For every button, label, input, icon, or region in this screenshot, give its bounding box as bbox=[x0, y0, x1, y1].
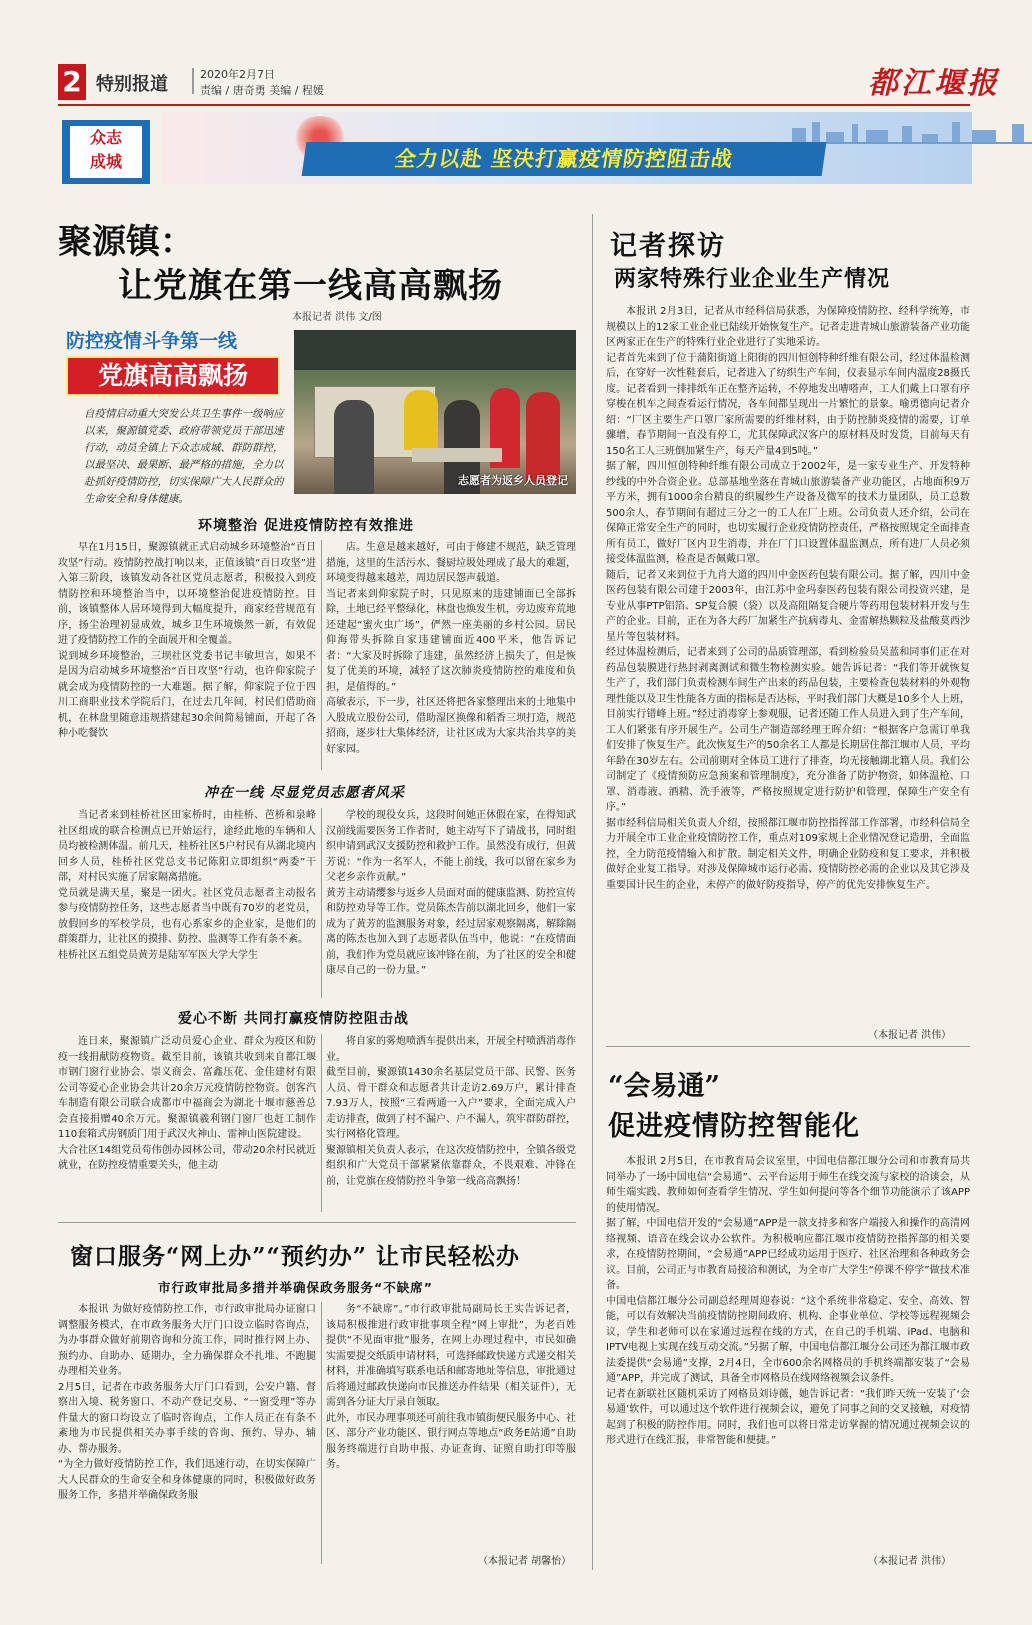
section2-col2: 学校的现役女兵，这段时间她正休假在家，在得知武汉前线需要医务工作者时，她主动写下了请战书，同时组织申请到武汉支援防控和救护工作。虽然没有成行，但黄芳说：“作为一名军人，不能上前线，我可以留在家乡为父老乡亲作贡献。” 黄芳主动请缨参与返乡人员面对面的健康监测、防控宣传和防控劝导等工作。党员陈杰告前以湖北回乡，他们一家成为了黄芳的监测服务对象，经过居家观察隔离，解除隔离的陈杰也加入到了志愿者队伍当中，他说：“在疫情面前，我们作为党员就应该冲锋在前，为了社区的安全和健康尽自己的一份力量。” bbox=[326, 810, 576, 976]
city-skyline-graphic bbox=[782, 122, 1032, 144]
column-rule bbox=[321, 808, 322, 998]
promo-line1: 防控疫情斗争第一线 bbox=[66, 330, 238, 352]
promo-box bbox=[66, 326, 280, 394]
right-story1-title: 两家特殊行业企业生产情况 bbox=[614, 266, 891, 292]
section-head-3: 爱心不断 共同打赢疫情防控阻击战 bbox=[178, 1011, 409, 1027]
person-shape bbox=[404, 390, 438, 450]
masthead-rule bbox=[58, 104, 970, 106]
person-shape bbox=[526, 392, 560, 482]
promo-line2: 党旗高高飘扬 bbox=[66, 356, 280, 396]
section3-col1: 连日来，聚源镇广泛动员爱心企业、群众为疫区和防疫一线捐献防疫物资。截至目前，该镇共收到来自都江堰市钢门窗行业协会、崇义商会、富鑫压花、金佳建材有限公司等爱心企业协会共计20余万元疫情防控物资。创客汽车制造有限公司联合成都市中福商会为湖北十堰市慈善总会直接捐赠40余万元。聚源镇羲利钢门窗厂也赶工制作110套箱式房钢质门用于武汉火神山、雷神山医院建设。 大合社区14组党员苟伟创办园林公司，带动20余村民就近就业，在防控疫情重要关头，他主动 bbox=[58, 1036, 316, 1171]
window-story-title: 窗口服务“网上办”“预约办” 让市民轻松办 bbox=[70, 1243, 520, 1270]
right-story1-body: 本报讯 2月3日，记者从市经科信局获悉，为保障疫情防控、经科学统筹，市规模以上的12家工业企业已陆续开始恢复生产。记者走进青城山旅游装备产业功能区两家正在生产的特殊行业企业进行了实地采访。 记者首先来到了位于蒲阳街道上阳街的四川恒创特种纤维有限公司，经过体温检测后，在穿好一次性鞋套后，记者进入了纺织生产车间，仪表显示车间内温度28摄氏度。记者看到一排排纸车正在整齐运转，不停地发出嘈嗒声，工人们戴上口罩有序穿梭在机车之间查看运行情况，各车间都呈现出一片繁忙的景象。喻勇德向记者介绍：“厂区主要生产口罩厂家所需要的纤维材料，由于防控肺炎疫情的需要，订单骤增，春节期间一直没有停工，尤其保障武汉客户的原材料及时发货，目前每天有150名工人三班倒加紧生产，每天产量4到5吨。” 据了解，四川恒创特种纤维有限公司成立于2002年，是一家专业生产、开发特种纱线的中外合资企业。总部基地坐落在青城山旅游装备产业功能区，占地面积9万平方米，拥有1000余台精良的织履纱生产设备及微军的技术力量团队，员工总数500余人，春节期间有超过三分之一的工人在厂上班。公司负责人还介绍，公司在保障正常安全生产的同时，也切实履行企业疫情防控责任，严格按照规定全面排查所有员工，做好厂区内卫生消毒，并在厂门口设置体温监测点，所有进厂人员必须接受体温监测，检查是否佩戴口罩。 随后，记者又来到位于九肖大道的四川中金医药包装有限公司。据了解，四川中金医药包装有限公司建于2003年，由江苏中金玛泰医药包装有限公司投资兴建，是专业从事PTP铝箔、SP复合膜（袋）以及高阻隔复合硬片等药用包装材料开发与生产的企业。目前，正在为各大药厂加紧生产抗病毒丸、金雷解热颗粒及盐酸莫西沙星片等包装材料。 经过体温检测后，记者来到了公司的品质管理部，看到检验员吴蓝和同事们正在对药品包装膜进行热封剥离测试和微生物检测实验。她告诉记者：“我们等开就恢复生产了，我们部门负责检测车间生产出来的药品包装，主要检查包装材料的外观物理性能以及卫生性能各方面的指标是否达标，平时我们部门大概是10多个人上班，目前实行错峰上班。”经过消毒穿上参观服，记者还随工作人员进入到了生产车间，工人们紧张有序开展生产。公司生产制造部经理王晖介绍：“根据客户急需订单我们安排了恢复生产。此次恢复生产的50余名工人都是长期居住都江堰市人员，平均年龄在30岁左右。公司前期对全体员工进行了排查，均无接触湖北籍人员。我们公司制定了《疫情预防应急预案和管理制度》，充分准备了防护物资，如体温枪、口罩、消毒液、酒精、洗手液等，严格按照规定进行防护和管理，保障生产安全有序。” 据市经科信局相关负责人介绍，按照都江堰市防控指挥部工作部署，市经科信局全力开展全市工业企业疫情防控工作，重点对109家规上企业情况登记造册，全面监控，全力防范疫情输入和扩散。制定相关文件，明确企业防疫和复工要求，并积极做好企业复工指导。对涉及保障城市运行必需、疫情防控必需的企业以及其它涉及重要国计民生的企业，未停产的做好防疫指导，停产的优先安排恢复生产。 bbox=[606, 306, 970, 891]
editors-line: 责编 / 唐奇勇 美编 / 程媛 bbox=[200, 84, 324, 97]
column-rule bbox=[321, 1302, 322, 1564]
right-story2-title1: “会易通” bbox=[608, 1071, 721, 1102]
banner-slogan: 全力以赴 坚决打赢疫情防控阻击战 bbox=[302, 142, 827, 176]
page-column-rule bbox=[592, 214, 593, 1570]
lead-byline: 本报记者 洪伟 文/图 bbox=[292, 312, 382, 323]
special-banner bbox=[62, 112, 972, 184]
right-story1-kicker: 记者探访 bbox=[610, 231, 726, 262]
section1-col1: 早在1月15日，聚源镇就正式启动城乡环境整治“百日攻坚”行动。疫情防控战打响以来，正值该镇“百日攻坚”进入第三阶段，该镇发动各社区党员志愿者，积极投入到疫情防控和环境整治当中，以环境整治促进疫情防控。目前，该镇整体人居环境得到大幅度提升，商家经营规范有序，扬尘治理初显成效，城乡卫生环境焕然一新，有效促进了疫情防控工作的全面展开和全覆盖。 说到城乡环境整治，三坝社区党委书记丰敏坦言，如果不是因为启动城乡环境整治“百日攻坚”行动，也许仰家院子就会成为疫情防控的一大难题。据了解，仰家院子位于四川工商职业技术学院后门，在过去几年间，村民们借助商机，在林盘里随意违规搭建起30余间简易铺面，开起了各种小吃餐饮 bbox=[58, 542, 316, 739]
right-story2-body: 本报讯 2月5日，在市教育局会议室里，中国电信都江堰分公司和市教育局共同举办了一场中国电信“会易通”、云平台运用于师生在线交流与家校的洽谈会，从师生端实践、教师如何查看学生情况、学生如何提问等各个细节功能演示了该APP的使用情况。 据了解，中国电信开发的“会易通”APP是一款支持多和客户端接入和操作的高清网络视频、语音在线会议办公软件。为积极响应都江堰市疫情防控指挥部的相关要求，在疫情防控期间，“会易通”APP已经成功运用于医疗、社区治理和各种政务会议。目前，公司正与市教育局接洽和测试，为全市广大学生“停课不停学”做技术准备。 中国电信都江堰分公司副总经理周迎春说：“这个系统非常稳定、安全、高效、智能，可以有效解决当前疫情防控期间政府、机构、企事业单位、学校等远程视频会议，学生和老师可以在家通过远程在线的方式，在自己的手机端、iPad、电脑和IPTV电视上实现在线互动交流。”另据了解，中国电信都江堰分公司还为都江堰市政法委提供“会易通”支撑，2月4日，全市600余名网格员的手机终端都安装了“会易通”APP，并完成了测试，具备全市网格员在线网络视频会议条件。 记者在新联社区随机采访了网格员刘诗薇，她告诉记者：“我们昨天统一安装了‘会易通’软件，可以通过这个软件进行视频会议，避免了同事之间的交叉接触，对疫情起到了积极的防控作用。同时，我们也可以将日常走访掌握的情况通过视频会议的形式进行在线汇报，非常智能和便捷。” bbox=[606, 1156, 970, 1446]
column-rule bbox=[321, 1034, 322, 1212]
window-col1: 本报讯 为做好疫情防控工作，市行政审批局办证窗口调整服务模式，在市政务服务大厅门口设立临时咨询点，为办事群众做好前期咨询和分流工作，同时推行网上办、预约办、自助办、延期办，全力确保群众不扎堆、不跑腿办理相关业务。 2月5日，记者在市政务服务大厅门口看到，公安户籍、督察出入境、税务窗口、不动产登记交易、“一窗受理”等办件量大的窗口均设立了临时咨询点，工作人员正在有条不紊地为市民提供相关办事手续的咨询、预约、导办、辅办、帮办服务。 “为全力做好疫情防控工作，我们迅速行动，在切实保障广大人民群众的生命安全和身体健康的同时，积极做好政务服务工作，多措并举确保政务服 bbox=[58, 1304, 316, 1501]
issue-date: 2020年2月7日 bbox=[200, 68, 275, 81]
column-label-box bbox=[62, 120, 150, 184]
right-story1-credit: （本报记者 洪伟） bbox=[868, 1030, 952, 1041]
window-col2: 务“不缺席”。”市行政审批局副局长王实告诉记者，该局积极推进行政审批事项全程“网上审批”，为老百姓提供“不见面审批”服务，在网上办理过程中，市民如确实需要提交纸质申请材料，可选择邮政快递方式递交相关材料，并准确填写联系电话和邮寄地址等信息，审批通过后将通过邮政快递向市民推送办件结果（相关证件），无需到各分证大厅录自领取。 此外，市民办理事项还可前往我市镇街便民服务中心、社区、部分产业功能区、银行网点等地点“政务E站通”自助服务终端进行自助申报、办证查询、证照自助打印等服务。 bbox=[326, 1304, 576, 1470]
window-story-subtitle: 市行政审批局多措并举确保政务服务“不缺席” bbox=[158, 1280, 433, 1295]
column-label: 众志 成城 bbox=[70, 126, 142, 178]
right-story2-credit: （本报记者 洪伟） bbox=[868, 1556, 952, 1567]
lead-title-line2: 让党旗在第一线高高飘扬 bbox=[118, 266, 503, 306]
masthead-divider bbox=[192, 68, 194, 94]
column-rule bbox=[321, 540, 322, 770]
section-head-1: 环境整治 促进疫情防控有效推进 bbox=[198, 518, 414, 534]
section2-col1: 当记者来到桂桥社区田家桥时，由桂桥、芭桥和泉峰社区组成的联合检测点已开始运行，途经此地的车辆和人员均被检测体温。前几天，桂桥社区5户村民有从湖北境内回乡人员，桂桥社区党总支书记陈阳立即组织“两委”干部，对村民实施了居家隔离措施。 党员就是满天星，聚是一团火。社区党员志愿者主动报名参与疫情防控任务，这些志愿者当中既有70岁的老党员，放假回乡的军校学员，也有心系家乡的企业家，是他们的群策群力，让社区的摸排、防控、监测等工作有条不紊。 桂桥社区五组党员黄芳是陆军军医大学大学生 bbox=[58, 810, 316, 961]
lead-intro: 自疫情启动重大突发公共卫生事件一级响应以来，聚源镇党委、政府带领党员干部迅速行动，动员全镇上下众志成城、群防群控，以最坚决、最果断、最严格的措施，全力以赴抓好疫情防控，切实保障广大人民群众的生命安全和身体健康。 bbox=[84, 408, 284, 505]
section-head-2: 冲在一线 尽显党员志愿者风采 bbox=[204, 785, 405, 801]
section1-col2: 店。生意是越来越好，可由于修建不规范，缺乏管理措施，这里的生活污水、餐厨垃圾处理成了最大的难题，环境变得越来越差，周边居民怨声载道。 当记者来到仰家院子时，只见原来的违建铺面已全部拆除，土地已经平整绿化，林盘也焕发生机，旁边废弃荒地还建起“蜜火虫广场”，俨然一座美丽的乡村公园。居民仰海带头拆除自家违建铺面近400平米，他告诉记者：“大家及时拆除了违建，虽然经济上损失了，但是恢复了优美的环境，减轻了这次肺炎疫情防控的难度和负担，是值得的。” 高敏表示，下一步，社区还将把各家整理出来的土地集中入股成立股份公司，借助湿区换像和稻香三坝打造，规范招商，逐步壮大集体经济，让社区成为大家共治共享的美好家园。 bbox=[326, 542, 576, 755]
lead-photo bbox=[294, 330, 576, 494]
canopy-shape bbox=[294, 330, 576, 370]
right-story2-title2: 促进疫情防控智能化 bbox=[608, 1111, 860, 1142]
lead-title-line1: 聚源镇： bbox=[58, 222, 194, 262]
person-shape bbox=[334, 400, 374, 494]
newspaper-logo: 都江堰报 bbox=[868, 66, 1000, 101]
window-credit: （本报记者 胡馨怡） bbox=[478, 1556, 572, 1567]
page-number: 2 bbox=[58, 64, 86, 100]
section-name: 特别报道 bbox=[96, 74, 168, 95]
section3-col2: 将自家的雾炮喷洒车提供出来，开展全村喷洒消毒作业。 截至目前，聚源镇1430余名基层党员干部、民警、医务人员、骨干群众和志愿者共计走访2.69万户，累计排查7.93万人，按照“三看两通一入户”要求，全面完成入户走访排查，做到了村不漏户、户不漏人，筑牢群防群控，实行网格化管理。 聚源镇相关负责人表示，在这次疫情防控中，全镇各级党组织和广大党员干部紧紧依靠群众，不畏艰难、冲锋在前，让党旗在疫情防控斗争第一线高高飘扬！ bbox=[326, 1036, 576, 1187]
registration-table bbox=[412, 448, 502, 462]
photo-caption: 志愿者为返乡人员登记 bbox=[458, 474, 568, 487]
story-divider bbox=[606, 1046, 970, 1047]
story-divider bbox=[58, 1222, 576, 1223]
